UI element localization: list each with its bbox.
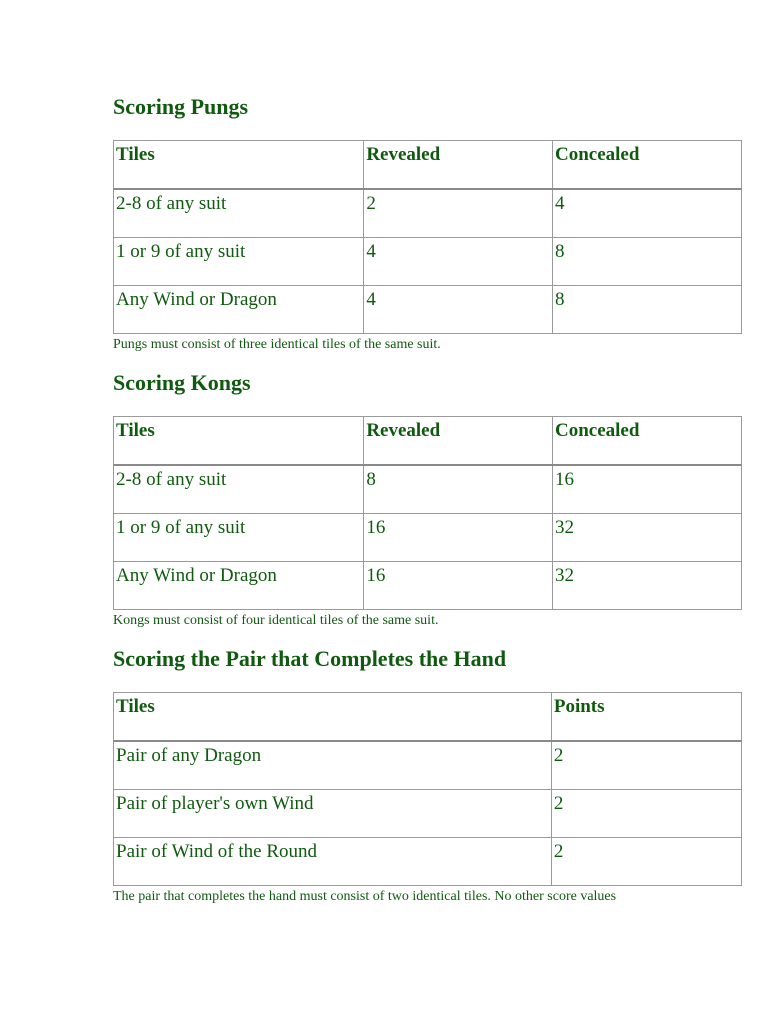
cell-tiles: 1 or 9 of any suit xyxy=(114,238,364,286)
cell-revealed: 4 xyxy=(364,238,553,286)
pungs-section xyxy=(113,93,742,354)
cell-tiles: 2-8 of any suit xyxy=(114,189,364,238)
cell-concealed: 32 xyxy=(552,562,741,610)
table-row xyxy=(114,790,742,838)
cell-tiles: 1 or 9 of any suit xyxy=(114,514,364,562)
kongs-heading: Scoring Kongs xyxy=(113,370,251,395)
cell-tiles: Pair of player's own Wind xyxy=(114,790,552,838)
table-row xyxy=(114,465,742,514)
cell-concealed: 8 xyxy=(552,286,741,334)
pungs-heading: Scoring Pungs xyxy=(113,94,249,119)
header-points: Points xyxy=(551,693,741,742)
table-header-row xyxy=(114,693,742,742)
table-row xyxy=(114,286,742,334)
cell-revealed: 2 xyxy=(364,189,553,238)
table-row xyxy=(114,238,742,286)
pair-note: The pair that completes the hand must consist of two identical tiles. No other score values xyxy=(113,889,617,904)
table-row xyxy=(114,838,742,886)
table-header-row xyxy=(114,141,742,190)
cell-revealed: 16 xyxy=(364,562,553,610)
table-row xyxy=(114,562,742,610)
cell-points: 2 xyxy=(551,838,741,886)
cell-tiles: Any Wind or Dragon xyxy=(114,562,364,610)
header-concealed: Concealed xyxy=(552,417,741,466)
kongs-section xyxy=(113,369,742,630)
cell-tiles: Any Wind or Dragon xyxy=(114,286,364,334)
cell-points: 2 xyxy=(551,741,741,790)
table-row xyxy=(114,741,742,790)
pair-section xyxy=(113,645,742,906)
cell-revealed: 4 xyxy=(364,286,553,334)
table-header-row xyxy=(114,417,742,466)
header-tiles: Tiles xyxy=(114,693,552,742)
table-row xyxy=(114,514,742,562)
pungs-table xyxy=(113,140,742,334)
cell-revealed: 8 xyxy=(364,465,553,514)
pair-heading: Scoring the Pair that Completes the Hand xyxy=(113,646,507,671)
header-revealed: Revealed xyxy=(364,141,553,190)
cell-tiles: 2-8 of any suit xyxy=(114,465,364,514)
cell-points: 2 xyxy=(551,790,741,838)
header-tiles: Tiles xyxy=(114,417,364,466)
header-concealed: Concealed xyxy=(552,141,741,190)
cell-tiles: Pair of Wind of the Round xyxy=(114,838,552,886)
cell-concealed: 8 xyxy=(552,238,741,286)
header-tiles: Tiles xyxy=(114,141,364,190)
pair-table xyxy=(113,692,742,886)
document-content xyxy=(113,93,742,906)
header-revealed: Revealed xyxy=(364,417,553,466)
kongs-table xyxy=(113,416,742,610)
table-row xyxy=(114,189,742,238)
cell-concealed: 16 xyxy=(552,465,741,514)
pungs-note: Pungs must consist of three identical tiles of the same suit. xyxy=(113,337,441,352)
kongs-note: Kongs must consist of four identical tiles of the same suit. xyxy=(113,613,439,628)
cell-tiles: Pair of any Dragon xyxy=(114,741,552,790)
cell-concealed: 32 xyxy=(552,514,741,562)
cell-revealed: 16 xyxy=(364,514,553,562)
cell-concealed: 4 xyxy=(552,189,741,238)
